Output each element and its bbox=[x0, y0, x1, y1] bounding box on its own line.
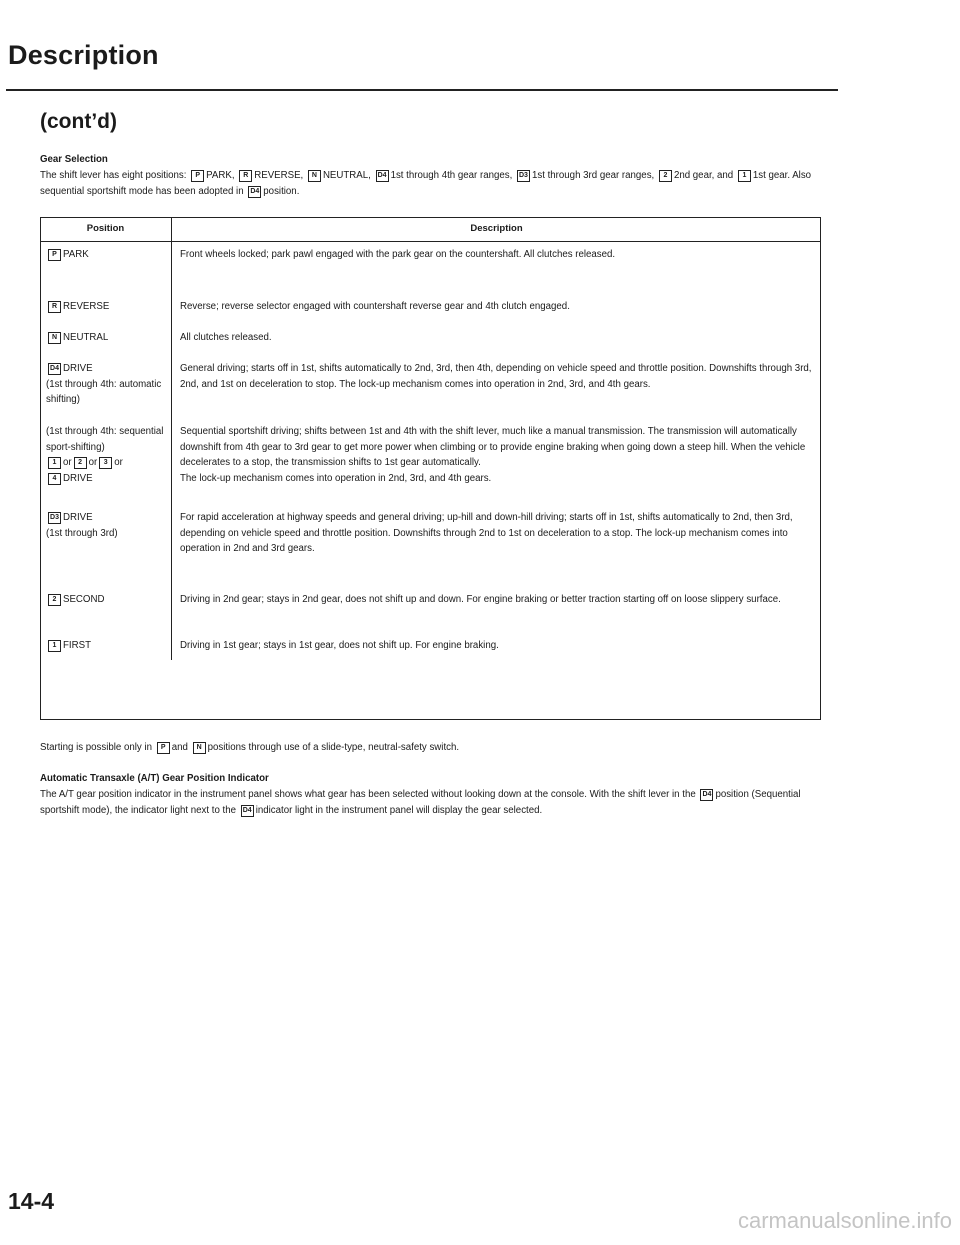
park-label: PARK, bbox=[206, 170, 235, 181]
starting-note-pre: Starting is possible only in bbox=[40, 742, 153, 753]
d3-key-icon: D3 bbox=[517, 170, 530, 182]
position-label: DRIVE bbox=[63, 363, 93, 374]
starting-note bbox=[40, 740, 830, 756]
d4-key-icon: D4 bbox=[376, 170, 389, 182]
gear-position-table bbox=[40, 217, 821, 660]
d4-text: 1st through 4th gear ranges, bbox=[390, 170, 513, 181]
table-row bbox=[40, 592, 821, 638]
indicator-heading: Automatic Transaxle (A/T) Gear Position Indicator bbox=[40, 773, 269, 784]
gear-selection-section bbox=[40, 152, 830, 200]
gear-3-key-icon: 3 bbox=[99, 457, 112, 469]
d3-key-icon: D3 bbox=[48, 512, 61, 524]
or-text: or bbox=[88, 457, 98, 469]
gear-1-key-icon: 1 bbox=[48, 457, 61, 469]
table-row bbox=[40, 330, 821, 361]
position-end-text: position. bbox=[263, 186, 300, 197]
position-label: SECOND bbox=[63, 594, 105, 605]
position-cell bbox=[40, 638, 172, 660]
description-cell: Driving in 2nd gear; stays in 2nd gear, does not shift up and down. For engine braking or better traction starting off on loose slippery surface. bbox=[172, 592, 822, 638]
or-text: or bbox=[63, 457, 72, 469]
position-cell bbox=[40, 424, 172, 510]
d3-text: 1st through 3rd gear ranges, bbox=[531, 170, 655, 181]
neutral-key-icon: N bbox=[48, 332, 61, 344]
first-key-icon: 1 bbox=[738, 170, 751, 182]
indicator-section bbox=[40, 771, 830, 819]
reverse-label: REVERSE, bbox=[254, 170, 304, 181]
park-key-icon: P bbox=[157, 742, 170, 754]
position-label: DRIVE bbox=[63, 512, 93, 523]
indicator-text-2: position (Sequential sportshift mode), the indicator light next to the bbox=[40, 789, 801, 816]
page-title: Description bbox=[8, 40, 159, 70]
park-key-icon: P bbox=[48, 249, 61, 261]
starting-note-post: positions through use of a slide-type, neutral-safety switch. bbox=[207, 742, 460, 753]
neutral-key-icon: N bbox=[308, 170, 321, 182]
or-text: or bbox=[114, 457, 123, 469]
gear-4-key-icon: 4 bbox=[48, 473, 61, 485]
gear-selection-heading: Gear Selection bbox=[40, 154, 108, 165]
second-text: 2nd gear, and bbox=[673, 170, 734, 181]
table-header-row bbox=[40, 217, 821, 242]
position-cell bbox=[40, 361, 172, 424]
position-sublabel: (1st through 4th: sequential sport-shifting) bbox=[46, 426, 164, 453]
page-subtitle: (cont’d) bbox=[40, 110, 117, 133]
description-cell: Reverse; reverse selector engaged with countershaft reverse gear and 4th clutch engaged. bbox=[172, 299, 822, 330]
gear-2-key-icon: 2 bbox=[74, 457, 87, 469]
table-row bbox=[40, 299, 821, 330]
d4-key-icon-2: D4 bbox=[241, 805, 254, 817]
table-row bbox=[40, 638, 821, 660]
position-cell bbox=[40, 299, 172, 330]
position-label: FIRST bbox=[63, 640, 91, 651]
table-row bbox=[40, 361, 821, 424]
position-cell bbox=[40, 592, 172, 638]
reverse-key-icon: R bbox=[48, 301, 61, 313]
position-label: REVERSE bbox=[63, 301, 110, 312]
description-cell: Front wheels locked; park pawl engaged with the park gear on the countershaft. All clutches released. bbox=[172, 242, 822, 300]
and-text: and bbox=[171, 742, 188, 753]
table-row bbox=[40, 242, 821, 300]
neutral-label: NEUTRAL, bbox=[322, 170, 371, 181]
description-cell: General driving; starts off in 1st, shifts automatically to 2nd, 3rd, then 4th, depending on vehicle speed and throttle position. Downshifts through 3rd, 2nd, and 1st on deceleration to stop. The lock-up mechanism comes into operation in 2nd, 3rd, and 4th gears. bbox=[172, 361, 822, 424]
description-cell bbox=[172, 424, 822, 510]
gear-selection-text bbox=[40, 168, 830, 200]
description-text-2: The lock-up mechanism comes into operation in 2nd, 3rd, and 4th gears. bbox=[180, 472, 492, 484]
description-text: Sequential sportshift driving; shifts between 1st and 4th with the shift lever, much like a manual transmission. The transmission will automatically downshift from 4th gear to 3rd gear to get more power when climbing or to provide engine braking when going down a steep hill. When the vehicle decelerates to a stop, the transmission shifts to 1st gear automatically. bbox=[180, 426, 806, 469]
watermark: carmanualsonline.info bbox=[737, 1208, 952, 1233]
neutral-key-icon: N bbox=[193, 742, 206, 754]
position-label: DRIVE bbox=[63, 472, 93, 484]
d4-key-icon-2: D4 bbox=[248, 186, 261, 198]
position-label: PARK bbox=[63, 249, 89, 260]
title-rule bbox=[6, 89, 838, 91]
d4-key-icon: D4 bbox=[48, 363, 61, 375]
first-text: 1st gear. Also sequential sportshift mode has been adopted in bbox=[40, 170, 812, 197]
d4-key-icon: D4 bbox=[700, 789, 713, 801]
first-key-icon: 1 bbox=[48, 640, 61, 652]
park-key-icon: P bbox=[191, 170, 204, 182]
reverse-key-icon: R bbox=[239, 170, 252, 182]
position-cell bbox=[40, 510, 172, 592]
indicator-text-3: indicator light in the instrument panel will display the gear selected. bbox=[255, 805, 543, 816]
indicator-text bbox=[40, 787, 830, 819]
indicator-text-1: The A/T gear position indicator in the instrument panel shows what gear has been selected without looking down at the console. With the shift lever in the bbox=[40, 789, 696, 800]
gear-selection-text-1: The shift lever has eight positions: bbox=[40, 170, 187, 181]
position-column-header: Position bbox=[40, 217, 172, 242]
description-cell: Driving in 1st gear; stays in 1st gear, does not shift up. For engine braking. bbox=[172, 638, 822, 660]
page-number: 14-4 bbox=[8, 1188, 55, 1214]
description-cell: For rapid acceleration at highway speeds and general driving; up-hill and down-hill driving; starts off in 1st, shifts automatically to 2nd, then 3rd, depending on vehicle speed and throttle position. Downshifts through 2nd to 1st on deceleration to a stop. The lock-up mechanism comes into operation in 2nd and 3rd gears. bbox=[172, 510, 822, 592]
position-cell bbox=[40, 242, 172, 300]
second-key-icon: 2 bbox=[659, 170, 672, 182]
table-row bbox=[40, 424, 821, 510]
table-row bbox=[40, 510, 821, 592]
position-label: NEUTRAL bbox=[63, 332, 109, 343]
second-key-icon: 2 bbox=[48, 594, 61, 606]
position-sublabel: (1st through 4th: automatic shifting) bbox=[46, 378, 162, 406]
position-sublabel: (1st through 3rd) bbox=[46, 527, 118, 539]
position-cell bbox=[40, 330, 172, 361]
description-column-header: Description bbox=[172, 217, 822, 242]
description-cell: All clutches released. bbox=[172, 330, 822, 361]
